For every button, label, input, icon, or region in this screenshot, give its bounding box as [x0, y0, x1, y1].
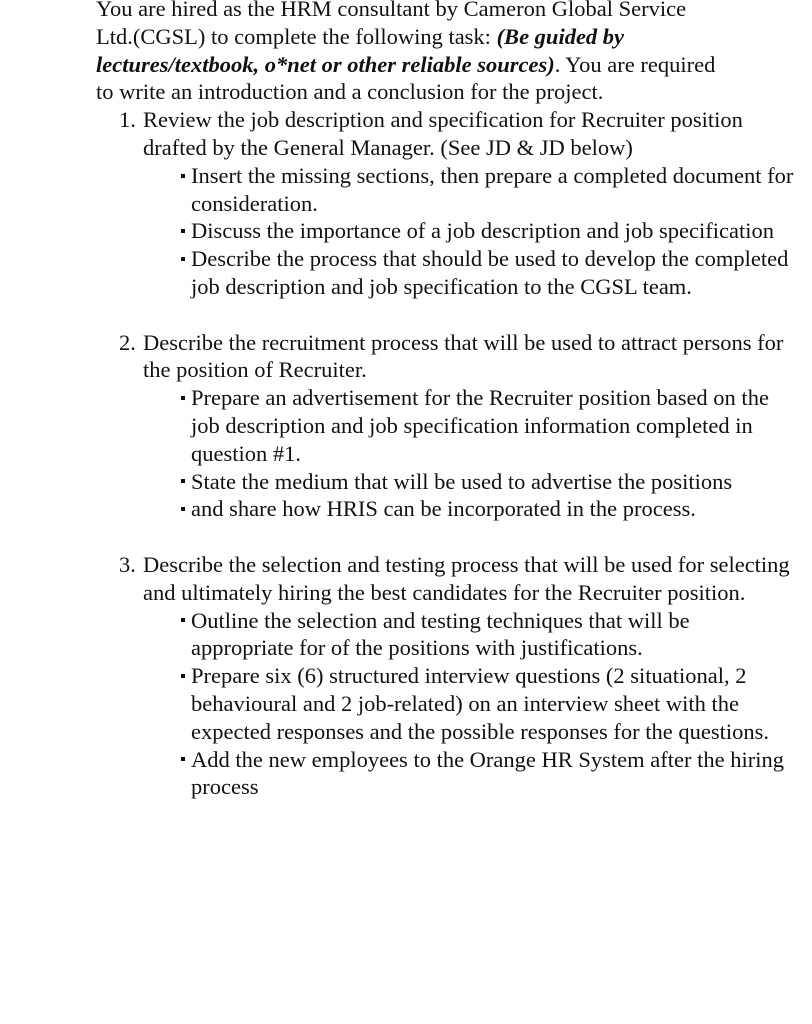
- square-bullet-icon: [181, 174, 185, 178]
- square-bullet-icon: [181, 396, 185, 400]
- bullet-text: Describe the process that should be used to develop the completed job description and job specification to the CGSL team.: [191, 246, 789, 299]
- bullet-text: Outline the selection and testing techniques that will be appropriate for of the positions with justifications.: [191, 607, 690, 661]
- task-bullet-list: [143, 384, 796, 523]
- intro-text-before: You are hired as the HRM consultant by Cameron Global Service Ltd.(CGSL) to complete the following task:: [96, 0, 687, 49]
- task-bullet-list: [143, 607, 796, 802]
- square-bullet-icon: [181, 674, 185, 678]
- task-text: Describe the selection and testing process that will be used for selecting and ultimately hiring the best candidates for the Recruiter position.: [143, 551, 790, 605]
- square-bullet-icon: [181, 507, 185, 511]
- task-text: Review the job description and specification for Recruiter position drafted by the General Manager. (See JD & JD below): [143, 107, 743, 160]
- square-bullet-icon: [181, 257, 185, 261]
- task-item-1: [119, 106, 796, 301]
- bullet-item: [143, 162, 796, 218]
- bullet-item: [143, 217, 796, 245]
- bullet-item: [143, 495, 796, 523]
- bullet-text: Discuss the importance of a job description and job specification: [191, 218, 774, 244]
- bullet-item: [143, 468, 796, 496]
- bullet-text: Add the new employees to the Orange HR System after the hiring process: [191, 746, 784, 800]
- bullet-text: Prepare six (6) structured interview questions (2 situational, 2 behavioural and 2 job-related) on an interview sheet with the expected responses and the possible responses for the questions.: [191, 663, 769, 744]
- square-bullet-icon: [181, 479, 185, 483]
- task-list: [96, 106, 796, 801]
- square-bullet-icon: [181, 757, 185, 761]
- intro-emphasis: (Be guided by lectures/textbook, o*net or other reliable sources): [96, 23, 625, 77]
- task-item-2: [119, 329, 796, 524]
- document-page: [96, 0, 796, 829]
- intro-paragraph: [96, 0, 716, 106]
- bullet-item: [143, 607, 796, 663]
- bullet-item: [143, 746, 796, 802]
- bullet-text: Insert the missing sections, then prepare a completed document for consideration.: [191, 162, 794, 216]
- bullet-text: State the medium that will be used to advertise the positions: [191, 468, 733, 494]
- task-number: 1.: [119, 107, 136, 133]
- bullet-text: and share how HRIS can be incorporated in the process.: [191, 496, 696, 522]
- bullet-item: [143, 662, 796, 745]
- intro-text-after: . You are required to write an introduction and a conclusion for the project.: [96, 51, 716, 105]
- bullet-item: [143, 245, 796, 301]
- square-bullet-icon: [181, 229, 185, 233]
- bullet-text: Prepare an advertisement for the Recruiter position based on the job description and job specification information completed in question #1.: [191, 385, 769, 466]
- task-number: 2.: [119, 329, 136, 355]
- task-bullet-list: [143, 162, 796, 301]
- task-number: 3.: [119, 551, 136, 577]
- bullet-item: [143, 384, 796, 467]
- task-text: Describe the recruitment process that will be used to attract persons for the position of Recruiter.: [143, 329, 784, 383]
- square-bullet-icon: [181, 618, 185, 622]
- task-item-3: [119, 551, 796, 801]
